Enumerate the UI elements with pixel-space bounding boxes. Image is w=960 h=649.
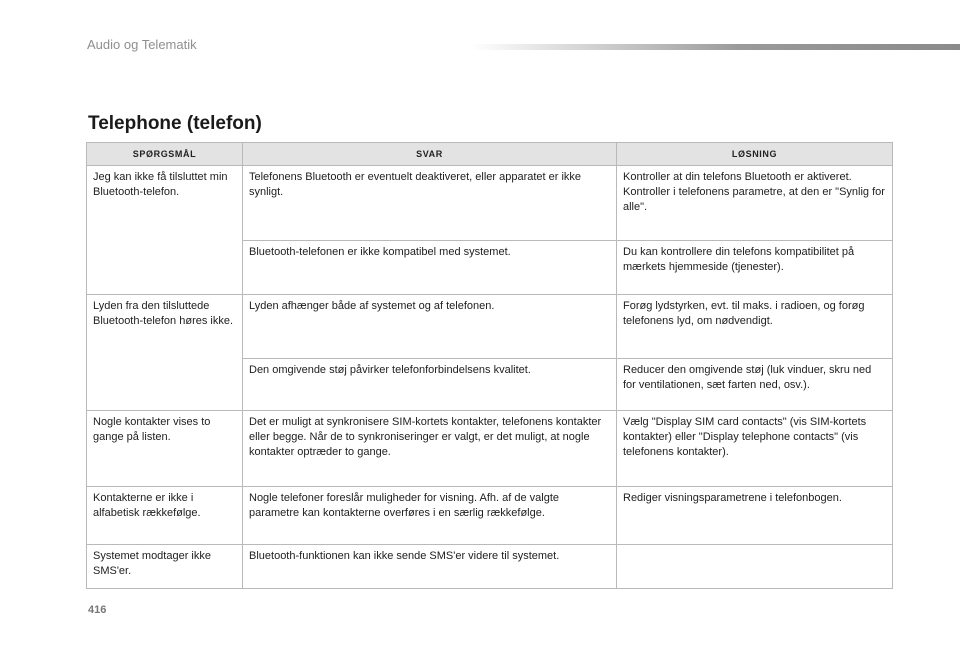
table-row [87,411,893,487]
answer-cell: Bluetooth-funktionen kan ikke sende SMS'er videre til systemet. [243,545,617,589]
solution-cell: Vælg "Display SIM card contacts" (vis SIM-kortets kontakter) eller "Display telephone contacts" (vis telefonens kontakter). [617,411,893,487]
section-header: Audio og Telematik [87,37,197,52]
answer-cell: Telefonens Bluetooth er eventuelt deaktiveret, eller apparatet er ikke synligt. [243,166,617,241]
question-cell: Jeg kan ikke få tilsluttet min Bluetooth-telefon. [87,166,243,295]
table-header-row [87,143,893,166]
solution-cell: Rediger visningsparametrene i telefonbogen. [617,487,893,545]
solution-cell: Du kan kontrollere din telefons kompatibilitet på mærkets hjemmeside (tjenester). [617,241,893,295]
page-number: 416 [88,604,107,616]
column-header-solution: LØSNING [617,143,893,166]
answer-cell: Nogle telefoner foreslår muligheder for visning. Afh. af de valgte parametre kan kontakterne overføres i en særlig rækkefølge. [243,487,617,545]
table-row [87,295,893,359]
answer-cell: Bluetooth-telefonen er ikke kompatibel med systemet. [243,241,617,295]
solution-cell: Reducer den omgivende støj (luk vinduer, skru ned for ventilationen, sæt farten ned, osv.). [617,359,893,411]
page-title: Telephone (telefon) [88,113,262,134]
answer-cell: Den omgivende støj påvirker telefonforbindelsens kvalitet. [243,359,617,411]
faq-table [86,142,893,589]
question-cell: Kontakterne er ikke i alfabetisk rækkefølge. [87,487,243,545]
answer-cell: Det er muligt at synkronisere SIM-kortets kontakter, telefonens kontakter eller begge. Når de to synkroniseringer er valgt, er det muligt, at nogle kontakter optræder to gange. [243,411,617,487]
solution-cell [617,545,893,589]
header-bar [470,44,960,50]
question-cell: Systemet modtager ikke SMS'er. [87,545,243,589]
question-cell: Lyden fra den tilsluttede Bluetooth-telefon høres ikke. [87,295,243,411]
table-row [87,545,893,589]
column-header-answer: SVAR [243,143,617,166]
question-cell: Nogle kontakter vises to gange på listen. [87,411,243,487]
answer-cell: Lyden afhænger både af systemet og af telefonen. [243,295,617,359]
table-row [87,166,893,241]
solution-cell: Kontroller at din telefons Bluetooth er aktiveret. Kontroller i telefonens parametre, at den er "Synlig for alle". [617,166,893,241]
solution-cell: Forøg lydstyrken, evt. til maks. i radioen, og forøg telefonens lyd, om nødvendigt. [617,295,893,359]
column-header-question: SPØRGSMÅL [87,143,243,166]
table-row [87,487,893,545]
